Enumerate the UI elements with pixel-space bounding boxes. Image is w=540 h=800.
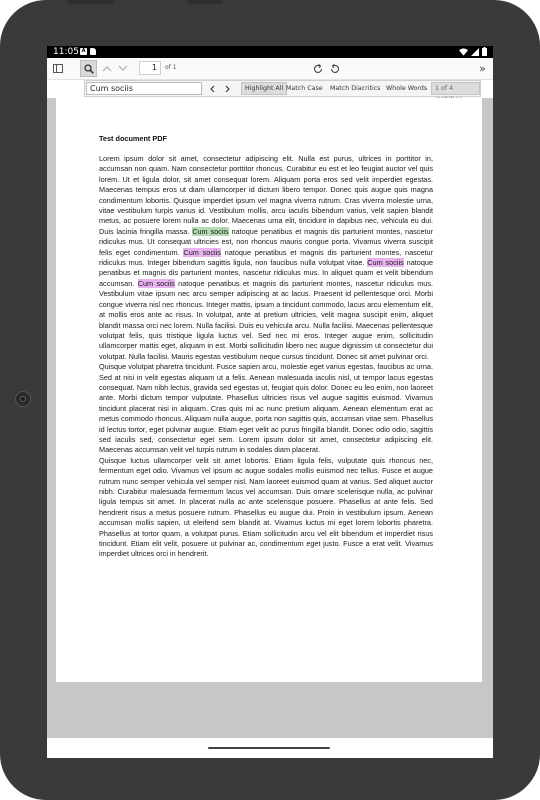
paragraph: Quisque luctus ullamcorper velit sit amet lobortis. Etiam ligula felis, vulputate quis rhoncus nec, fermentum eget odio. Vivamus vel ipsum ac augue sodales mollis euismod nec tellus. Fusce et augue rutrum nunc semper vehicula vel semper nisl. Nam laoreet euismod quam at varius. Sed aliquet auctor nibh. Curabitur malesuada fermentum lacus vel accumsan. Duis ornare scelerisque nulla, ac pulvinar ligula tempus sit amet. In placerat nulla ac ante scelerisque posuere. Phasellus at ante felis. Sed hendrerit risus a metus posuere rutrum. Phasellus eu augue dui. Proin in vestibulum ipsum. Aenean accumsan mollis sapien, ut eleifend sem blandit at. Vivamus luctus mi eget lorem lobortis pharetra. Phasellus at tortor quam, a volutpat purus. Etiam sollicitudin arcu vel elit bibendum et imperdiet risus tincidunt. Etiam elit velit, posuere ut pulvinar ac, condimentum eget justo. Fusce a erat velit. Vivamus imperdiet ultrices orci in hendrerit. — [99, 455, 433, 559]
whole-words-toggle[interactable]: Whole Words — [386, 85, 428, 92]
rotate-clockwise-button[interactable] — [309, 60, 326, 77]
prev-page-icon — [102, 65, 112, 72]
rotate-cw-icon — [313, 64, 323, 74]
screen — [47, 46, 493, 758]
chevron-right-icon — [225, 85, 231, 93]
find-result-count: 1 of 4 — [431, 82, 480, 95]
paragraph-text: Lorem ipsum dolor sit amet, consectetur adipiscing elit. Nulla est purus, ultrices in porttitor in, accumsan non quam. Nam consectetur porttitor rhoncus. Curabitur eu est et leo feugiat auctor vel quis lorem. Ut et ligula dolor, sit amet consequat lorem. Aliquam porta eros sed velit imperdiet egestas. Maecenas tempus eros ut diam ullamcorper id dictum libero tempor. Donec quis augue quis magna condimentum lobortis. Quisque imperdiet ipsum vel magna viverra rutrum. Cras viverra molestie urna, vitae vestibulum turpis varius id. Vestibulum mollis, arcu iaculis bibendum varius, velit sapien blandit metus, ac posuere lorem nulla ac dolor. Maecenas urna elit, tincidunt in dapibus nec, vehicula eu dui. Duis lacinia fringilla massa. — [99, 154, 433, 236]
find-input[interactable]: Cum sociis — [86, 82, 202, 95]
previous-page-button[interactable] — [98, 60, 115, 77]
document-title: Test document PDF — [99, 134, 167, 143]
signal-icon — [471, 48, 479, 56]
find-button[interactable] — [80, 60, 97, 77]
sidebar-toggle-icon — [53, 64, 63, 73]
paragraph-text: natoque penatibus et magnis dis parturient montes, nascetur ridiculus mus. Ut consequat ultricies est, non rhoncus mauris congue porta. Vivamus viverra suscipit felis eget condimentum. — [99, 226, 434, 257]
rotate-ccw-icon — [330, 64, 340, 74]
page-number-input[interactable]: 1 — [139, 61, 161, 75]
next-page-button[interactable] — [114, 60, 131, 77]
paragraph-text: natoque penatibus et magnis dis parturient montes, nascetur ridiculus mus. Integer bibendum sagittis ligula, non faucibus nulla volutpat vitae. — [99, 247, 433, 268]
sidebar-toggle-button[interactable] — [49, 60, 66, 77]
search-match: Cum sociis — [367, 258, 404, 268]
find-next-button[interactable] — [221, 82, 234, 95]
notification-a-icon: A — [81, 48, 86, 54]
chevron-left-icon — [209, 85, 215, 93]
power-button — [187, 0, 223, 4]
find-previous-button[interactable] — [205, 82, 218, 95]
sim-card-icon — [90, 48, 96, 55]
next-page-icon — [118, 65, 128, 72]
find-bar — [84, 80, 481, 97]
navigation-bar — [47, 738, 493, 758]
search-match: Cum sociis — [183, 247, 221, 257]
paragraph: Quisque volutpat pharetra tincidunt. Fusce sapien arcu, molestie eget varius egestas, faucibus ac urna. Sed at nisi in velit egestas aliquam ut a felis. Aenean malesuada iaculis nisl, ut tempor lacus egestas consequat. Nam nibh lectus, gravida sed egestas ut, feugiat quis dolor. Donec eu leo enim, non laoreet ante. Morbi dictum tempor vulputate. Phasellus ultricies risus vel augue sagittis euismod. Vivamus tincidunt placerat nisi in aliquam. Cras quis mi ac nunc pretium aliquam. Aenean elementum erat ac metus commodo rhoncus. Aliquam nulla augue, porta non sagittis quis, accumsan vitae sem. Phasellus id lectus tortor, eget pulvinar augue. Etiam eget velit ac purus fringilla blandit. Donec odio odio, sagittis sed iaculis sed, consectetur eget sem. Lorem ipsum dolor sit amet, consectetur adipiscing elit. Maecenas accumsan velit vel turpis rutrum in sodales diam placerat. — [99, 362, 433, 455]
battery-icon — [482, 47, 487, 56]
rotate-counterclockwise-button[interactable] — [326, 60, 343, 77]
match-diacritics-toggle[interactable]: Match Diacritics — [330, 85, 381, 92]
home-gesture-handle[interactable] — [208, 747, 330, 749]
search-match-current: Cum sociis — [192, 226, 229, 236]
volume-button — [67, 0, 115, 4]
highlight-all-toggle[interactable]: Highlight All — [241, 82, 287, 95]
search-match: Cum sociis — [137, 278, 175, 288]
pdf-toolbar — [47, 58, 493, 80]
match-case-toggle[interactable]: Match Case — [286, 85, 323, 92]
search-icon — [84, 64, 94, 74]
camera-icon — [15, 391, 31, 407]
more-icon: » — [479, 62, 486, 75]
wifi-icon — [459, 48, 468, 56]
status-bar — [47, 46, 493, 58]
document-body — [99, 154, 433, 560]
paragraph-text: natoque penatibus et magnis dis parturient montes, nascetur ridiculus mus. In aliquet quam et velit bibendum accumsan. — [99, 258, 434, 288]
more-tools-button[interactable] — [474, 60, 491, 77]
paragraph-text: natoque penatibus et magnis dis parturient montes, nascetur ridiculus mus. Vestibulum vitae ipsum nec arcu semper adipiscing at ac lacus. Praesent id pellentesque orci. Morbi congue viverra nisl nec rhoncus. Integer mattis, ipsum a tincidunt commodo, lacus arcu elementum elit, at mollis eros ante ac risus. In volutpat, ante at pretium ultricies, velit magna suscipit enim, aliquet blandit massa orci nec lorem. Nulla facilisi. Duis eu vehicula arcu. Nulla facilisi. Maecenas pellentesque volutpat felis, quis tristique ligula luctus vel. Sed nec mi eros. Integer augue enim, sollicitudin ullamcorper mattis eget, aliquam in est. Morbi sollicitudin libero nec augue dignissim ut consectetur dui volutpat. Nulla facilisi. Mauris egestas vestibulum neque cursus tincidunt. Donec sit amet pulvinar orci. — [99, 278, 434, 361]
status-time: 11:05 — [53, 47, 79, 57]
page-count-label: of 1 — [165, 64, 177, 71]
